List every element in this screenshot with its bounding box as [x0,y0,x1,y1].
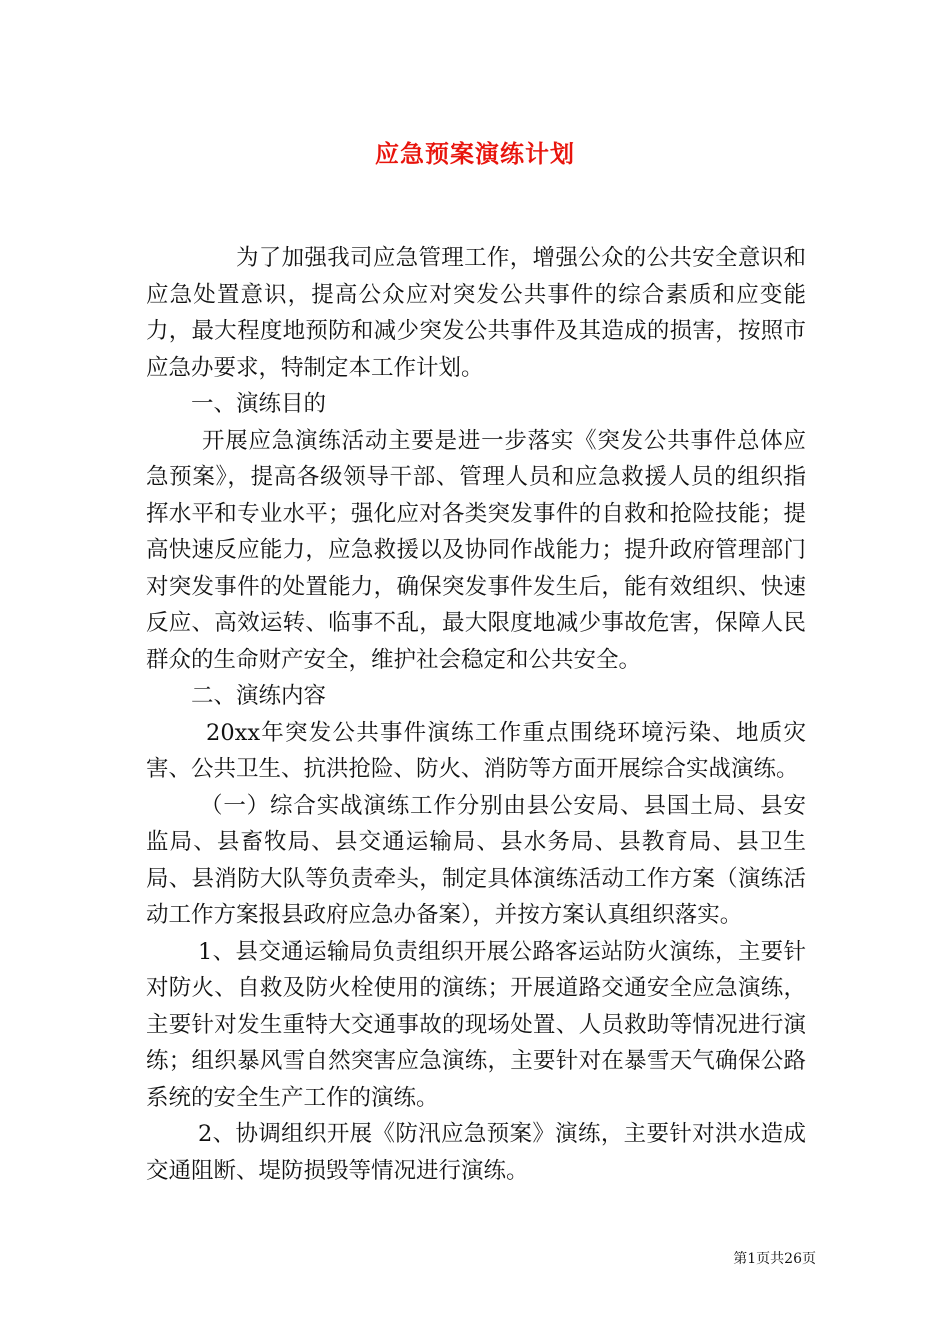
paragraph-item-two: 2、协调组织开展《防汛应急预案》演练，主要针对洪水造成交通阻断、堤防损毁等情况进行演练。 [146,1121,806,1184]
paragraph-content: 20xx年突发公共事件演练工作重点围绕环境污染、地质灾害、公共卫生、抗洪抢险、防火、消防等方面开展综合实战演练。 [146,719,806,782]
paragraph-purpose: 开展应急演练活动主要是进一步落实《突发公共事件总体应急预案》，提高各级领导干部、管理人员和应急救援人员的组织指挥水平和专业水平；强化应对各类突发事件的自救和抢险技能；提高快速反应能力，应急救援以及协同作战能力；提升政府管理部门对突发事件的处置能力，确保突发事件发生后，能有效组织、快速反应、高效运转、临事不乱，最大限度地减少事故危害，保障人民群众的生命财产安全，维护社会稳定和公共安全。 [146,427,806,673]
section-heading-purpose: 一、演练目的 [191,391,327,417]
document-title: 应急预案演练计划 [375,140,575,168]
paragraph-subsection-one: （一）综合实战演练工作分别由县公安局、县国土局、县安监局、县畜牧局、县交通运输局、县水务局、县教育局、县卫生局、县消防大队等负责牵头，制定具体演练活动工作方案（演练活动工作方案报县政府应急办备案），并按方案认真组织落实。 [146,792,806,928]
section-heading-content: 二、演练内容 [191,683,327,709]
document-body [146,240,806,1189]
paragraph-intro: 为了加强我司应急管理工作，增强公众的公共安全意识和应急处置意识，提高公众应对突发公共事件的综合素质和应变能力，最大程度地预防和减少突发公共事件及其造成的损害，按照市应急办要求，特制定本工作计划。 [146,245,806,381]
page-number: 第1页共26页 [733,1251,816,1267]
paragraph-item-one: 1、县交通运输局负责组织开展公路客运站防火演练，主要针对防火、自救及防火栓使用的演练；开展道路交通安全应急演练，主要针对发生重特大交通事故的现场处置、人员救助等情况进行演练；组织暴风雪自然突害应急演练，主要针对在暴雪天气确保公路系统的安全生产工作的演练。 [146,938,806,1111]
